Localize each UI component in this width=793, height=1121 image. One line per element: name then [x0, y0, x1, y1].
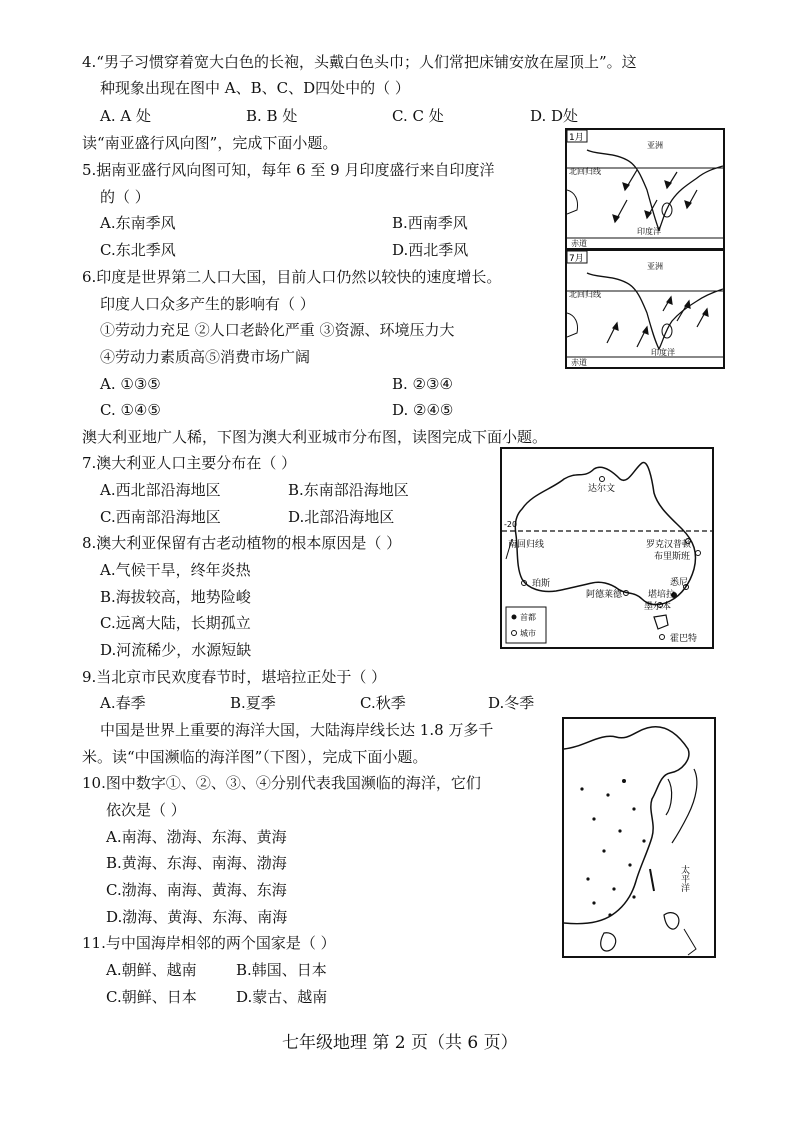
- q5-option-d[interactable]: D.西北季风: [392, 241, 469, 259]
- perth-label: 珀斯: [532, 579, 551, 589]
- q11-stem: 11.与中国海岸相邻的两个国家是（ ）: [82, 934, 336, 952]
- latitude-label: -20: [504, 520, 518, 529]
- q8-option-c[interactable]: C.远离大陆，长期孤立: [100, 614, 251, 632]
- equator-label-2: 赤道: [571, 358, 587, 367]
- q6-stem-line4: ④劳动力素质高⑤消费市场广阔: [100, 348, 311, 366]
- q6-option-b[interactable]: B. ②③④: [392, 375, 453, 393]
- adelaide-label: 阿德莱德: [586, 590, 623, 600]
- intro-australia: 澳大利亚地广人稀，下图为澳大利亚城市分布图，读图完成下面小题。: [82, 428, 548, 446]
- legend-city: 城市: [520, 629, 536, 638]
- q11-option-c[interactable]: C.朝鲜、日本: [106, 988, 197, 1006]
- q9-option-c[interactable]: C.秋季: [360, 694, 406, 712]
- q4-option-a[interactable]: A. A 处: [100, 107, 151, 125]
- tropic-of-capricorn-label: 南回归线: [508, 540, 545, 550]
- q8-option-b[interactable]: B.海拔较高，地势险峻: [100, 588, 251, 606]
- intro-south-asia: 读“南亚盛行风向图”，完成下面小题。: [82, 134, 338, 152]
- q4-option-b[interactable]: B. B 处: [246, 107, 298, 125]
- q5-option-a[interactable]: A.东南季风: [100, 214, 176, 232]
- darwin-label: 达尔文: [588, 484, 616, 494]
- hobart-label: 霍巴特: [670, 634, 698, 644]
- q11-option-d[interactable]: D.蒙古、越南: [236, 988, 328, 1006]
- q9-stem: 9.当北京市民欢度春节时，堪培拉正处于（ ）: [82, 668, 387, 686]
- q6-stem-line1: 6.印度是世界第二人口大国，目前人口仍然以较快的速度增长。: [82, 268, 502, 286]
- q8-option-d[interactable]: D.河流稀少，水源短缺: [100, 641, 252, 659]
- q6-option-d[interactable]: D. ②④⑤: [392, 401, 454, 419]
- canberra-label: 堪培拉: [648, 590, 676, 600]
- ocean-label-2: 印度洋: [651, 348, 675, 357]
- q10-option-d[interactable]: D.渤海、黄海、东海、南海: [106, 908, 288, 926]
- month-label-jul: 7月: [569, 254, 584, 264]
- equator-label: 赤道: [571, 239, 587, 248]
- q7-option-c[interactable]: C.西南部沿海地区: [100, 508, 221, 526]
- q11-option-a[interactable]: A.朝鲜、越南: [106, 961, 197, 979]
- tropic-label: 北回归线: [569, 167, 601, 176]
- ocean-label: 印度洋: [637, 227, 661, 236]
- q4-stem-line2: 种现象出现在图中 A、B、C、D四处中的（ ）: [100, 79, 410, 97]
- melbourne-label: 墨尔本: [644, 602, 672, 612]
- q7-stem: 7.澳大利亚人口主要分布在（ ）: [82, 454, 297, 472]
- q7-option-b[interactable]: B.东南部沿海地区: [288, 481, 409, 499]
- q5-option-c[interactable]: C.东北季风: [100, 241, 176, 259]
- q6-option-c[interactable]: C. ①④⑤: [100, 401, 161, 419]
- asia-label: 亚洲: [647, 141, 663, 150]
- q9-option-b[interactable]: B.夏季: [230, 694, 276, 712]
- q4-option-c[interactable]: C. C 处: [392, 107, 444, 125]
- q10-option-c[interactable]: C.渤海、南海、黄海、东海: [106, 881, 287, 899]
- q8-option-a[interactable]: A.气候干旱，终年炎热: [100, 561, 251, 579]
- q9-option-a[interactable]: A.春季: [100, 694, 146, 712]
- legend-capital: 首都: [520, 613, 536, 622]
- brisbane-label: 布里斯班: [654, 552, 691, 562]
- south-asia-map-july: [565, 249, 725, 369]
- q6-option-a[interactable]: A. ①③⑤: [100, 375, 161, 393]
- page-footer: 七年级地理 第 2 页（共 6 页）: [282, 1033, 518, 1053]
- q10-option-b[interactable]: B.黄海、东海、南海、渤海: [106, 854, 287, 872]
- q9-option-d[interactable]: D.冬季: [488, 694, 535, 712]
- q6-stem-line3: ①劳动力充足 ②人口老龄化严重 ③资源、环境压力大: [100, 321, 455, 339]
- q5-stem-line1: 5.据南亚盛行风向图可知，每年 6 至 9 月印度盛行来自印度洋: [82, 161, 495, 179]
- china-seas-map: [562, 717, 716, 958]
- q4-stem-line1: 4.“男子习惯穿着宽大白色的长袍，头戴白色头巾；人们常把床铺安放在屋顶上”。这: [82, 53, 637, 71]
- intro-china-line1: 中国是世界上重要的海洋大国，大陆海岸线长达 1.8 万多千: [100, 721, 494, 739]
- q10-option-a[interactable]: A.南海、渤海、东海、黄海: [106, 828, 287, 846]
- south-asia-map-january: [565, 128, 725, 250]
- australia-city-map: [500, 447, 714, 649]
- q7-option-d[interactable]: D.北部沿海地区: [288, 508, 395, 526]
- intro-china-line2: 米。读“中国濒临的海洋图”（下图），完成下面小题。: [82, 748, 428, 766]
- pacific-label: 太平洋: [679, 865, 689, 892]
- rockhampton-label: 罗克汉普顿: [646, 540, 692, 550]
- sydney-label: 悉尼: [670, 578, 689, 588]
- q5-option-b[interactable]: B.西南季风: [392, 214, 468, 232]
- q8-stem: 8.澳大利亚保留有古老动植物的根本原因是（ ）: [82, 534, 402, 552]
- q4-option-d[interactable]: D. D处: [530, 107, 579, 125]
- q5-stem-line2: 的（ ）: [100, 188, 150, 206]
- asia-label-2: 亚洲: [647, 262, 663, 271]
- q10-stem-line1: 10.图中数字①、②、③、④分别代表我国濒临的海洋，它们: [82, 774, 481, 792]
- month-label-jan: 1月: [569, 133, 584, 143]
- q10-stem-line2: 依次是（ ）: [106, 801, 186, 819]
- q11-option-b[interactable]: B.韩国、日本: [236, 961, 327, 979]
- q6-stem-line2: 印度人口众多产生的影响有（ ）: [100, 295, 315, 313]
- tropic-label-2: 北回归线: [569, 290, 601, 299]
- q7-option-a[interactable]: A.西北部沿海地区: [100, 481, 221, 499]
